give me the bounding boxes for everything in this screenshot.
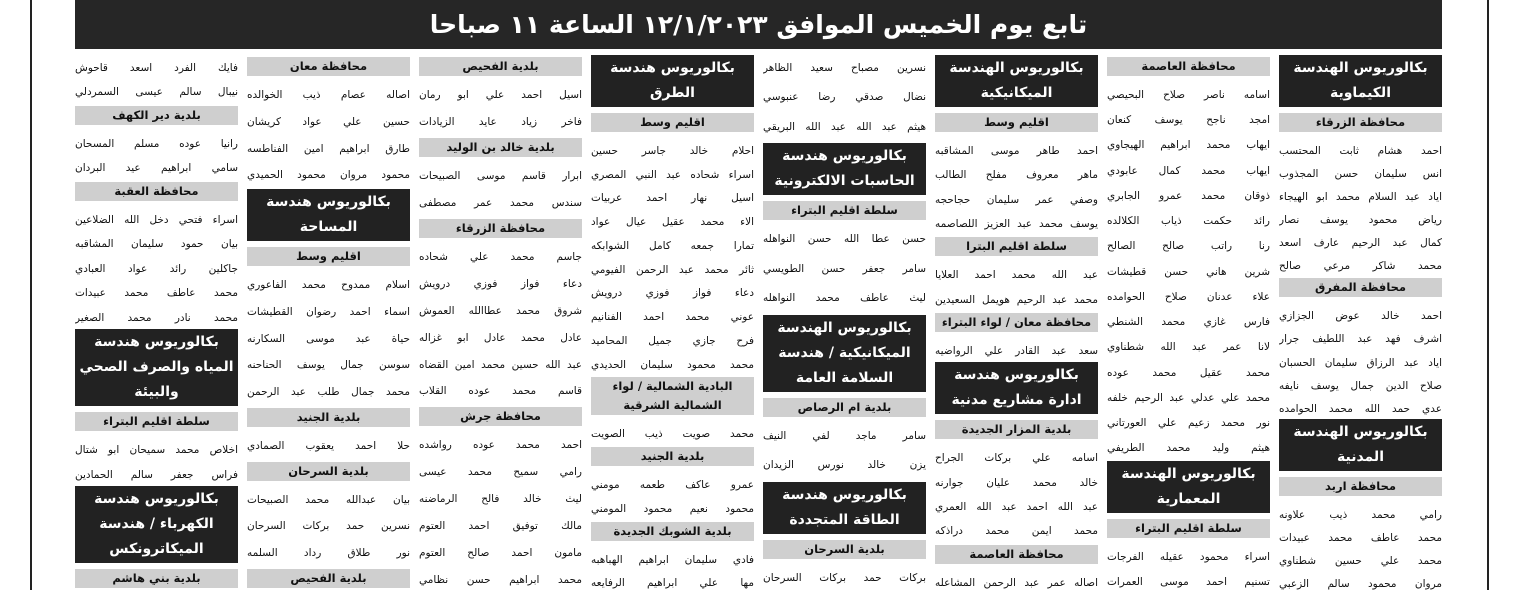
candidate-name: محمود مروان محمود الحميدي — [247, 169, 410, 182]
candidate-name: بيان حمود سليمان المشاقبه — [75, 238, 238, 251]
candidate-name: محمد شاكر مرعي صالح — [1279, 260, 1442, 273]
candidate-name: اسراء شحاده عبد النبي المصري — [591, 168, 754, 181]
region-heading: محافظة معان / لواء البتراء — [935, 313, 1098, 332]
region-heading: محافظة العقبة — [75, 182, 238, 201]
specialty-heading: بكالوريوس هندسة الكهرباء / هندسة الميكاترونكس — [75, 486, 238, 563]
candidate-name: عوني محمد احمد الفنانيم — [591, 311, 754, 324]
region-heading: محافظة جرش — [419, 407, 582, 426]
candidate-name: نور محمد زعيم علي العورتاني — [1107, 417, 1270, 430]
specialty-heading: بكالوريوس هندسة المياه والصرف الصحي والبيئة — [75, 329, 238, 406]
candidate-name: رامي سميح محمد عيسى — [419, 466, 582, 479]
column-2 — [1107, 55, 1270, 590]
specialty-heading: بكالوريوس الهندسة المعمارية — [1107, 461, 1270, 513]
column-8 — [75, 55, 238, 590]
candidate-name: سامر ماجد لفي النيف — [763, 429, 926, 442]
candidate-name: ايهاب محمد ابراهيم الهيجاوي — [1107, 139, 1270, 152]
candidate-name: عادل محمد عادل ابو غزاله — [419, 331, 582, 344]
candidate-name: يوسف محمد عبد العزيز اللصاصمه — [935, 217, 1098, 230]
candidate-name: دعاء فواز فوزي درويش — [591, 287, 754, 300]
specialty-heading: بكالوريوس الهندسة الكيماوية — [1279, 55, 1442, 107]
candidate-name: محمد عقيل محمد عوده — [1107, 366, 1270, 379]
region-heading: سلطة اقليم البتراء — [763, 201, 926, 220]
candidate-name: اسراء فتحي دخل الله الضلاعين — [75, 213, 238, 226]
candidate-name: ايهاب محمد كمال عابودي — [1107, 164, 1270, 177]
column-7 — [247, 55, 410, 590]
candidate-name: محمد علي حسين شطناوي — [1279, 554, 1442, 567]
region-heading: بلدية خالد بن الوليد — [419, 138, 582, 157]
candidate-name: محمد محمود سليمان الحديدي — [591, 358, 754, 371]
candidate-name: مها علي ابراهيم الرفايعه — [591, 577, 754, 590]
candidate-name: ابرار قاسم موسى الصبيحات — [419, 169, 582, 182]
region-heading: سلطة اقليم البترا — [935, 237, 1098, 256]
region-heading: محافظة العاصمة — [1107, 57, 1270, 76]
region-heading: بلدية السرحان — [247, 462, 410, 481]
candidate-name: اسامه علي بركات الجراح — [935, 452, 1098, 465]
region-heading: بلدية الشوبك الجديدة — [591, 522, 754, 541]
candidate-name: عبد الله حسين محمد امين القضاه — [419, 358, 582, 371]
candidate-name: فرح جازي جميل المحاميد — [591, 334, 754, 347]
candidate-name: ثائر محمد عبد الرحمن الفيومي — [591, 263, 754, 276]
candidate-name: شروق محمد عطاالله العموش — [419, 304, 582, 317]
candidate-name: بيان عبدالله محمد الصبيحات — [247, 493, 410, 506]
candidate-name: هيثم عبد الله عبد الله البريقي — [763, 120, 926, 133]
region-heading: بلدية الجنيد — [247, 408, 410, 427]
specialty-heading: بكالوريوس هندسة الحاسبات الالكترونية — [763, 143, 926, 195]
region-heading: محافظة المفرق — [1279, 278, 1442, 297]
region-heading: البادية الشمالية / لواء الشمالية الشرقية — [591, 377, 754, 415]
specialty-heading: بكالوريوس هندسة المساحة — [247, 189, 410, 241]
candidate-name: محمود نعيم محمود المومني — [591, 502, 754, 515]
candidate-name: محمد ايمن محمد دراذكه — [935, 525, 1098, 538]
candidate-name: دعاء فواز فوزي درويش — [419, 277, 582, 290]
candidate-name: اسماء احمد رضوان القطيشات — [247, 305, 410, 318]
candidate-name: محمد نادر محمد الصغير — [75, 311, 238, 324]
region-heading: اقليم وسط — [935, 113, 1098, 132]
candidate-name: عبد الله محمد احمد العلايا — [935, 269, 1098, 282]
region-heading: بلدية الفحيص — [247, 569, 410, 588]
candidate-name: فايك الفرد اسعد قاحوش — [75, 62, 238, 74]
candidate-name: اسلام ممدوح محمد الفاعوري — [247, 279, 410, 292]
candidate-name: حلا احمد يعقوب الصمادي — [247, 439, 410, 452]
region-heading: محافظة العاصمة — [935, 545, 1098, 564]
region-heading: بلدية ام الرصاص — [763, 398, 926, 417]
column-4 — [763, 55, 926, 590]
candidate-name: صلاح الدين جمال يوسف نايفه — [1279, 379, 1442, 392]
column-1 — [1279, 55, 1442, 590]
candidate-name: عمرو عاكف طعمه مومني — [591, 479, 754, 492]
candidate-name: اياد عبد الرزاق سليمان الحسبان — [1279, 356, 1442, 369]
candidate-name: محمد عاطف محمد عبيدات — [1279, 531, 1442, 544]
candidate-name: رانيا عوده مسلم المسحان — [75, 137, 238, 150]
region-heading: محافظة اربد — [1279, 477, 1442, 496]
candidate-name: سامي ابراهيم عيد البردان — [75, 162, 238, 175]
specialty-heading: بكالوريوس هندسة الطاقة المتجددة — [763, 482, 926, 534]
candidate-name: احمد محمد عوده رواشده — [419, 439, 582, 452]
candidate-name: محمد جمال طلب عبد الرحمن — [247, 386, 410, 399]
candidate-name: تسنيم احمد موسى العمرات — [1107, 575, 1270, 588]
candidate-name: احمد هشام ثابت المحتسب — [1279, 145, 1442, 157]
candidate-name: رائد حكمت ذياب الكلالده — [1107, 215, 1270, 228]
candidate-name: نضال صدقي رضا عنبوسي — [763, 91, 926, 104]
candidate-name: احلام خالد جاسر حسين — [591, 145, 754, 157]
candidate-name: اخلاص محمد سميحان ابو شتال — [75, 444, 238, 457]
candidate-name: فادي سليمان ابراهيم الهباهبه — [591, 553, 754, 566]
region-heading: اقليم وسط — [591, 113, 754, 132]
region-heading: بلدية الفحيص — [419, 57, 582, 76]
candidate-name: سوسن جمال يوسف الحناحنه — [247, 359, 410, 372]
candidate-name: ليث خالد فالح الرماضنه — [419, 493, 582, 506]
candidate-name: ذوقان محمد عمرو الجابري — [1107, 189, 1270, 202]
candidate-name: شرين هاني حسن قطيشات — [1107, 265, 1270, 278]
specialty-heading: بكالوريوس الهندسة الميكانيكية — [935, 55, 1098, 107]
candidate-name: رنا راتب صالح الصالح — [1107, 240, 1270, 253]
column-3 — [935, 55, 1098, 590]
candidate-name: جاسم محمد علي شحاده — [419, 250, 582, 263]
candidate-name: محمد صويت ذيب الصويت — [591, 428, 754, 441]
candidate-name: فاخر زياد عايد الزيادات — [419, 115, 582, 128]
candidate-name: جاكلين رائد عواد العبادي — [75, 262, 238, 275]
candidate-name: احمد طاهر موسى المشاقبه — [935, 145, 1098, 157]
candidate-name: عبد الله احمد عبد الله العمري — [935, 500, 1098, 513]
specialty-heading: بكالوريوس هندسة ادارة مشاريع مدنية — [935, 362, 1098, 414]
candidate-name: انس سليمان حسن المجذوب — [1279, 168, 1442, 181]
candidate-name: سندس محمد عمر مصطفى — [419, 196, 582, 209]
specialty-heading: بكالوريوس الهندسة الميكانيكية / هندسة السلامة العامة — [763, 315, 926, 392]
candidate-name: اشرف فهد عبد اللطيف جرار — [1279, 333, 1442, 346]
region-heading: محافظة معان — [247, 57, 410, 76]
candidate-name: هيثم وليد محمد الطريفي — [1107, 442, 1270, 455]
candidate-name: اسراء محمود عقيله الفرجات — [1107, 550, 1270, 563]
candidate-name: خالد محمد عليان جوارنه — [935, 476, 1098, 489]
candidate-name: فارس غازي محمد الشنطي — [1107, 316, 1270, 329]
region-heading: بلدية دير الكهف — [75, 106, 238, 125]
candidate-name: الاء محمد عقيل عيال عواد — [591, 216, 754, 229]
candidate-name: علاء عدنان صلاح الحوامده — [1107, 290, 1270, 303]
candidate-name: مروان محمود سالم الزعبي — [1279, 577, 1442, 590]
region-heading: اقليم وسط — [247, 247, 410, 266]
candidate-name: محمد عبد الرحيم هويمل السعيدين — [935, 293, 1098, 306]
region-heading: محافظة الزرقاء — [419, 219, 582, 238]
candidate-name: سعد عبد القادر علي الرواضيه — [935, 344, 1098, 357]
specialty-heading: بكالوريوس هندسة الطرق — [591, 55, 754, 107]
candidate-name: حسين علي عواد كريشان — [247, 115, 410, 128]
column-6 — [419, 55, 582, 590]
candidate-name: اصاله عصام ذيب الخوالده — [247, 89, 410, 101]
candidate-name: اياد عبد السلام محمد ابو الهيجاء — [1279, 191, 1442, 204]
candidate-name: لانا عمر عبد الله شطناوي — [1107, 341, 1270, 354]
candidate-name: نسرين حمد بركات السرحان — [247, 520, 410, 533]
candidate-name: يزن خالد نورس الزيدان — [763, 459, 926, 472]
candidate-name: طارق ابراهيم امين الفناطسه — [247, 142, 410, 155]
candidate-name: امجد ناجح يوسف كنعان — [1107, 114, 1270, 127]
candidate-name: فراس جعفر سالم الحمادين — [75, 468, 238, 481]
region-heading: سلطة اقليم البتراء — [1107, 519, 1270, 538]
candidate-name: سامر جعفر حسن الطويسي — [763, 262, 926, 275]
specialty-heading: بكالوريوس الهندسة المدنية — [1279, 419, 1442, 471]
candidate-name: محمد ابراهيم حسن نظامي — [419, 574, 582, 587]
candidate-name: رامي محمد ذيب علاونه — [1279, 508, 1442, 521]
region-heading: بلدية المزار الجديدة — [935, 420, 1098, 439]
region-heading: بلدية الجنيد — [591, 447, 754, 466]
candidate-name: حسن عطا الله حسن النواهله — [763, 233, 926, 246]
candidate-name: نسرين مصباح سعيد الظاهر — [763, 62, 926, 74]
candidate-name: اسامه ناصر صلاح البحيصي — [1107, 89, 1270, 101]
candidate-name: كمال عبد الرحيم عارف اسعد — [1279, 237, 1442, 250]
candidate-columns — [75, 55, 1442, 590]
region-heading: بلدية بني هاشم — [75, 569, 238, 588]
candidate-name: اسيل احمد علي ابو رمان — [419, 89, 582, 101]
candidate-name: ماهر معروف مفلح الطالب — [935, 169, 1098, 182]
left-page-edge — [30, 0, 32, 590]
region-heading: سلطة اقليم البتراء — [75, 412, 238, 431]
candidate-name: اسيل نهار احمد عربيات — [591, 192, 754, 205]
session-banner: تابع يوم الخميس الموافق ١٢/١/٢٠٢٣ الساعة ١١ صباحا — [75, 0, 1442, 49]
candidate-name: عدي حمد الله محمد الحوامده — [1279, 402, 1442, 415]
candidate-name: نيبال سالم عيسى السمردلي — [75, 86, 238, 99]
candidate-name: محمد علي عدلي عبد الرحيم خلفه — [1107, 391, 1270, 404]
candidate-name: مالك توفيق احمد العتوم — [419, 520, 582, 533]
candidate-name: حياة عبد موسى السكارنه — [247, 332, 410, 345]
candidate-name: نور طلاق رداد السلمه — [247, 547, 410, 560]
candidate-name: ليث عاطف محمد النواهله — [763, 292, 926, 305]
candidate-name: احمد خالد عوض الجزازي — [1279, 310, 1442, 323]
candidate-name: مامون احمد صالح العتوم — [419, 547, 582, 560]
region-heading: محافظة الزرقاء — [1279, 113, 1442, 132]
candidate-name: رياض محمود يوسف نصار — [1279, 214, 1442, 227]
candidate-name: قاسم محمد عوده القلاب — [419, 385, 582, 398]
candidate-name: وصفي عمر سليمان حجاحجه — [935, 193, 1098, 206]
candidate-name: بركات حمد بركات السرحان — [763, 571, 926, 584]
candidate-name: اصاله عمر عبد الرحمن المشاعله — [935, 576, 1098, 589]
right-page-edge — [1487, 0, 1489, 590]
candidate-name: محمد عاطف محمد عبيدات — [75, 287, 238, 300]
candidate-name: تمارا جمعه كامل الشوابكه — [591, 239, 754, 252]
region-heading: بلدية السرحان — [763, 540, 926, 559]
column-5 — [591, 55, 754, 590]
